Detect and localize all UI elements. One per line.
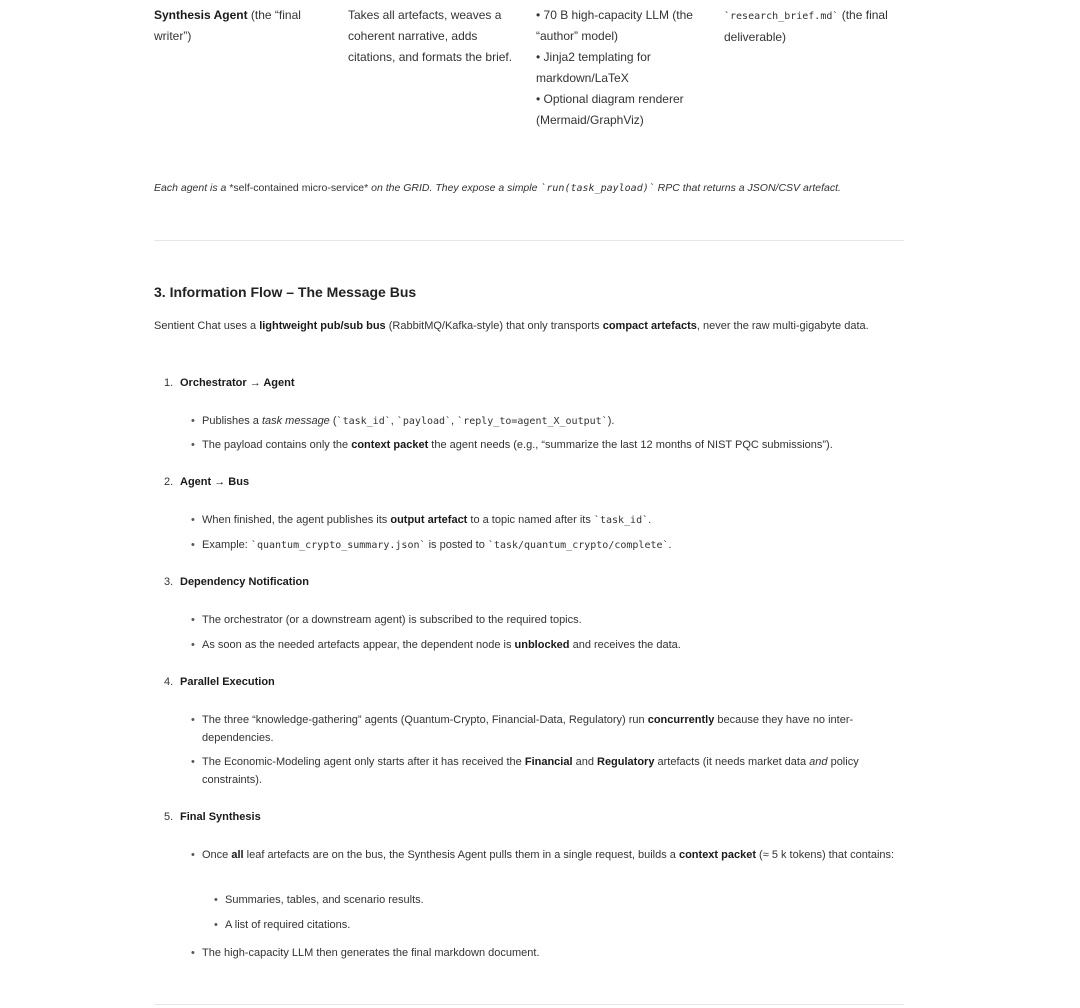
note-text: *self-contained micro-service* [229,182,369,194]
text: and receives the data. [569,639,681,651]
text: The Economic-Modeling agent only starts after it has received the [202,756,525,768]
divider [154,240,904,241]
text: As soon as the needed artefacts appear, the dependent node is [202,639,515,651]
text: the agent needs (e.g., “summarize the last 12 months of NIST PQC submissions”). [428,439,833,451]
step-label: Parallel Execution [180,676,275,688]
inline-code: `quantum_crypto_summary.json` [250,540,426,551]
text: ( [329,415,337,427]
text: When finished, the agent publishes its [202,514,391,526]
text: is posted to [425,539,488,551]
text: The payload contains only the [202,439,352,451]
step-number: 2. [164,476,174,488]
text: policy constraints). [202,756,859,786]
divider [154,1004,904,1005]
note-text: on the GRID. They expose a simple [368,182,541,194]
text: . [648,514,652,526]
agent-name-note: (the “final writer”) [154,8,301,43]
text-bold: unblocked [514,639,570,651]
inline-code: `run(task_payload)` [540,183,655,194]
text-bold: output artefact [390,514,468,526]
text: Publishes a [202,415,262,427]
bullet [202,512,904,530]
step-number: 4. [164,676,174,688]
section-heading: 3. Information Flow – The Message Bus [154,284,417,300]
agent-output-cell [724,5,904,48]
text: Example: [202,539,251,551]
bullet [202,712,904,747]
agent-role-cell: Takes all artefacts, weaves a coherent narrative, adds citations, and formats the brief. [348,8,513,64]
step-label: Dependency Notification [180,576,309,588]
text-bold: all [231,849,244,861]
text-bold: Regulatory [597,756,655,768]
resource-item: • Jinja2 templating for markdown/LaTeX [536,50,651,85]
text-italic: and [809,756,828,768]
bullet [202,637,904,655]
text-bold: context packet [351,439,429,451]
resource-item: • 70 B high-capacity LLM (the “author” model) [536,8,693,43]
sub-bullet: • Summaries, tables, and scenario results. [225,892,904,909]
agent-note [154,182,914,194]
agent-table-row [154,0,904,140]
inline-code: `task/quantum_crypto/complete` [487,540,669,551]
text-bold: concurrently [647,714,715,726]
text: (≈ 5 k tokens) that contains: [756,849,895,861]
text: . [668,539,672,551]
bullet [202,537,904,555]
intro-bold: compact artefacts [602,320,697,332]
note-text: Each agent is a [154,182,230,194]
text-bold: context packet [678,849,756,861]
output-note: (the final deliverable) [724,8,888,44]
step-number: 5. [164,811,174,823]
step-number: 3. [164,576,174,588]
text: ). [607,415,615,427]
bullet [202,754,904,789]
text: artefacts (it needs market data [654,756,810,768]
inline-code: `payload` [396,416,452,427]
agent-resources-cell [536,5,712,131]
sub-bullet: • A list of required citations. [225,917,904,934]
text: , [451,415,458,427]
text: and [572,756,597,768]
inline-code: `reply_to=agent_X_output` [457,416,608,427]
agent-name-cell [154,5,324,47]
intro-text: , never the raw multi-gigabyte data. [696,320,869,332]
step-label: Orchestrator → Agent [180,377,295,389]
section-intro [154,317,894,336]
inline-code: `task_id` [593,515,649,526]
resource-item: • Optional diagram renderer (Mermaid/GraphViz) [536,92,684,127]
text: The three “knowledge-gathering” agents (Quantum-Crypto, Financial-Data, Regulatory) run [202,714,648,726]
step-label: Final Synthesis [180,811,261,823]
output-filename: `research_brief.md` [724,11,839,22]
agent-name: Synthesis Agent [154,8,248,22]
bullet: • The high-capacity LLM then generates the final markdown document. [202,945,904,963]
text: because they have no inter-dependencies. [202,714,854,744]
step-label: Agent → Bus [180,476,250,488]
note-text: RPC that returns a JSON/CSV artefact. [654,182,841,194]
text: to a topic named after its [467,514,594,526]
text: Once [202,849,232,861]
bullet [202,413,904,431]
intro-text: Sentient Chat uses a [154,320,260,332]
intro-bold: lightweight pub/sub bus [259,320,386,332]
intro-text: (RabbitMQ/Kafka-style) that only transports [385,320,603,332]
text-italic: task message [261,415,330,427]
inline-code: `task_id` [336,416,391,427]
step-number: 1. [164,377,174,389]
bullet [202,847,904,865]
text-bold: Financial [524,756,573,768]
bullet [202,437,904,455]
document-body [154,0,904,959]
text: , [390,415,397,427]
text: leaf artefacts are on the bus, the Synthesis Agent pulls them in a single request, builds a [243,849,679,861]
bullet: • The orchestrator (or a downstream agent) is subscribed to the required topics. [202,612,904,630]
